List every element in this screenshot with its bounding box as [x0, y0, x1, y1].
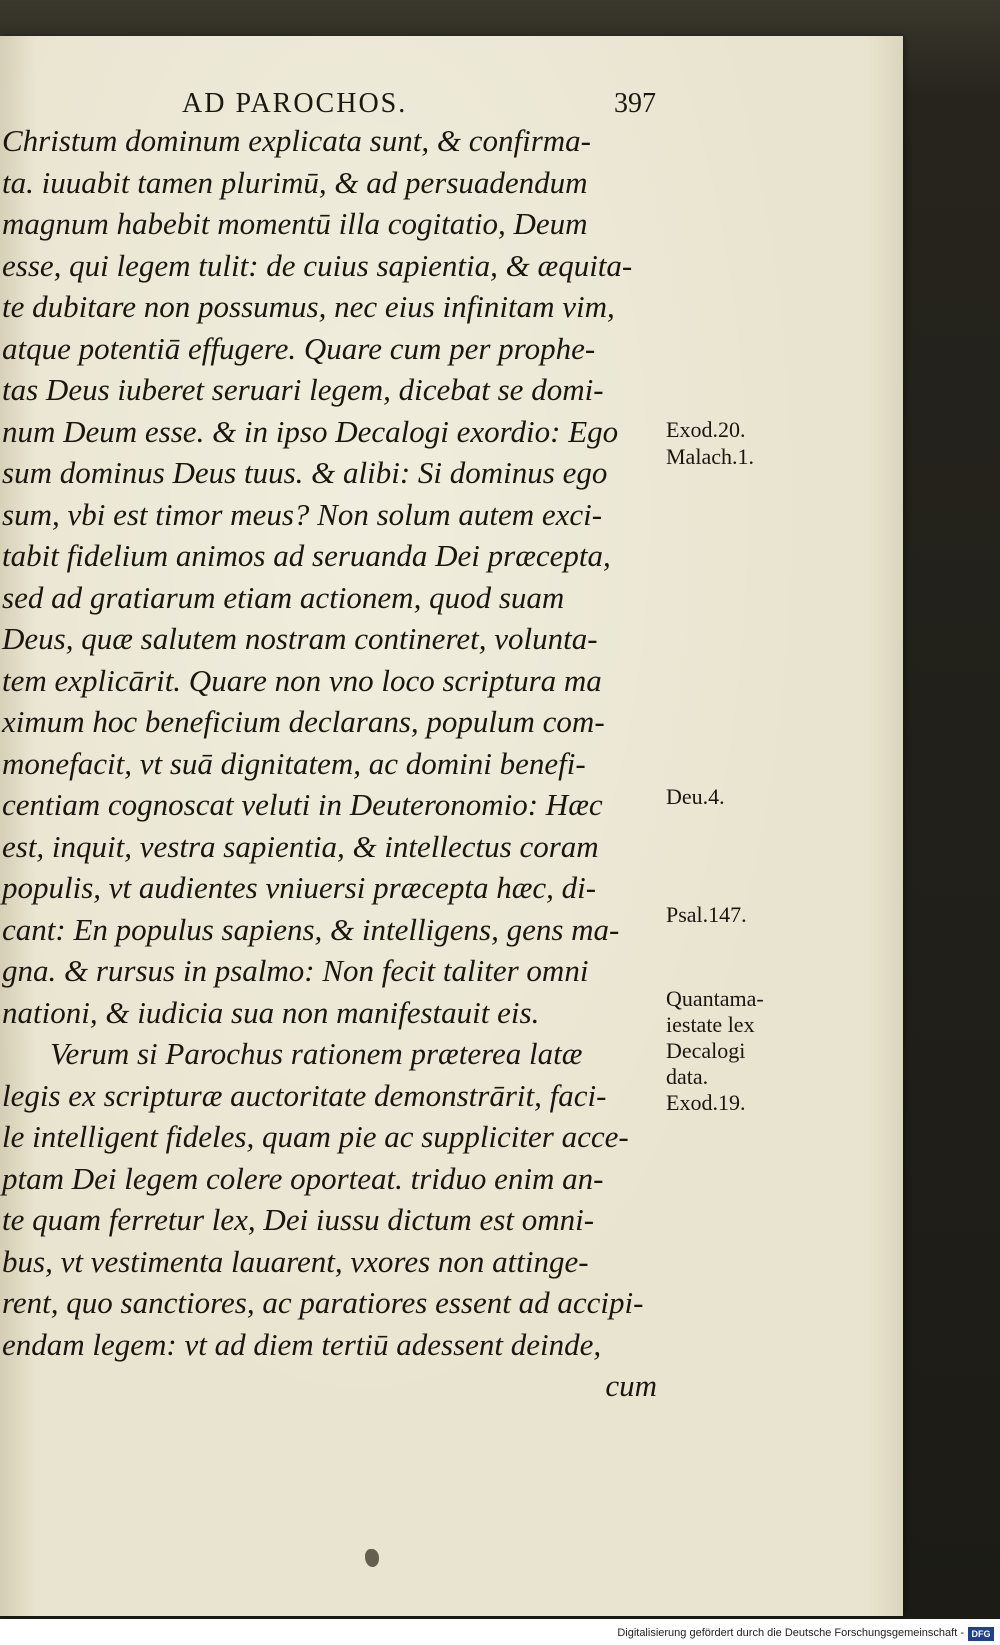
text-line: centiam cognoscat veluti in Deuteronomio: Hæc — [2, 787, 603, 822]
ink-blot — [365, 1549, 379, 1567]
catchword: cum — [605, 1368, 657, 1403]
text-line: populis, vt audientes vniuersi præcepta hæc, di- — [2, 870, 597, 905]
footer-credit: Digitalisierung gefördert durch die Deutsche Forschungsgemeinschaft - — [617, 1627, 964, 1639]
text-line: ptam Dei legem colere oporteat. triduo enim an- — [2, 1160, 604, 1196]
text-line: magnum habebit momentū illa cogitatio, Deum — [2, 206, 588, 241]
text-line: num Deum esse. & in ipso Decalogi exordio: Ego — [2, 413, 619, 449]
text-line: te quam ferretur lex, Dei iussu dictum est omni- — [2, 1202, 595, 1237]
margin-note: iestate lex — [666, 1012, 755, 1037]
text-line: atque potentiā effugere. Quare cum per prophe- — [2, 330, 596, 366]
text-line: Deus, quæ salutem nostram contineret, volunta- — [2, 621, 598, 656]
book-page — [0, 36, 903, 1616]
text-line: tabit fidelium animos ad seruanda Dei præcepta, — [2, 538, 611, 573]
text-line: endam legem: vt ad diem tertiū adessent deinde, — [2, 1326, 602, 1362]
text-line: Christum dominum explicata sunt, & confirma- — [2, 123, 591, 158]
text-line: monefacit, vt suā dignitatem, ac domini benefi- — [2, 745, 586, 781]
body-text — [0, 120, 665, 1407]
text-line: tem explicārit. Quare non vno loco scriptura ma — [2, 662, 602, 698]
text-line: sum, vbi est timor meus? Non solum autem exci- — [2, 496, 603, 532]
text-line: le intelligent fideles, quam pie ac suppliciter acce- — [2, 1119, 629, 1154]
margin-note: Deu.4. — [666, 784, 725, 809]
page-number: 397 — [614, 88, 656, 119]
text-line: sum dominus Deus tuus. & alibi: Si dominus ego — [2, 455, 608, 490]
text-line: cant: En populus sapiens, & intelligens, gens ma- — [2, 911, 620, 947]
text-line: esse, qui legem tulit: de cuius sapientia, & æquita- — [2, 247, 633, 283]
margin-note: Exod.19. — [666, 1090, 746, 1115]
margin-note: Quantama- — [666, 986, 764, 1011]
margin-note: data. — [666, 1064, 709, 1089]
text-line: gna. & rursus in psalmo: Non fecit taliter omni — [2, 953, 589, 988]
text-line: te dubitare non possumus, nec eius infinitam vim, — [2, 289, 615, 324]
digitization-footer — [0, 1619, 1000, 1645]
running-head: AD PAROCHOS. — [182, 88, 408, 119]
text-line: legis ex scripturæ auctoritate demonstrārit, faci- — [2, 1077, 607, 1113]
margin-note: Decalogi — [666, 1038, 746, 1063]
dfg-logo: DFG — [968, 1627, 994, 1641]
text-line: sed ad gratiarum etiam actionem, quod suam — [2, 579, 565, 615]
text-line: nationi, & iudicia sua non manifestauit eis. — [2, 994, 540, 1030]
text-line: rent, quo sanctiores, ac paratiores essent ad accipi- — [2, 1285, 644, 1320]
margin-note: Malach.1. — [666, 444, 754, 469]
text-line: ta. iuuabit tamen plurimū, & ad persuadendum — [2, 164, 588, 200]
text-line: ximum hoc beneficium declarans, populum com- — [2, 704, 605, 739]
margin-note: Exod.20. — [666, 417, 746, 442]
text-line: bus, vt vestimenta lauarent, vxores non attinge- — [2, 1243, 589, 1279]
text-line: tas Deus iuberet seruari legem, dicebat se domi- — [2, 372, 604, 407]
margin-note: Psal.147. — [666, 902, 747, 927]
text-line: Verum si Parochus rationem præterea latæ — [50, 1036, 583, 1071]
text-line: est, inquit, vestra sapientia, & intellectus coram — [2, 828, 599, 864]
